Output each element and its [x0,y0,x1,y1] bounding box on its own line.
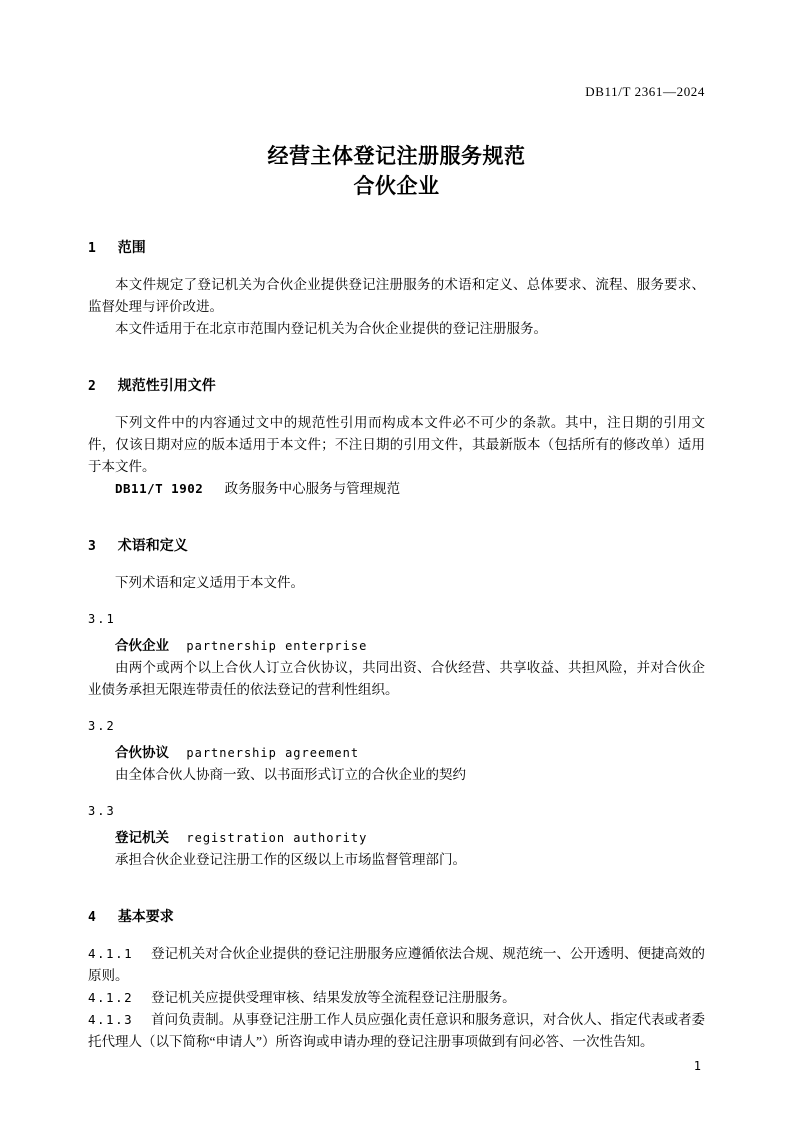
clause-number: 4.1.2 [88,990,134,1005]
section-2-paragraph-1: 下列文件中的内容通过文中的规范性引用而构成本文件必不可少的条款。其中，注日期的引用文件，仅该日期对应的版本适用于本文件；不注日期的引用文件，其最新版本（包括所有的修改单）适用于本文件。 [88,415,705,474]
section-1-heading [88,238,705,258]
document-title-line1: 经营主体登记注册服务规范 [267,145,526,168]
document-title [88,142,705,202]
doc-number: DB11/T 2361—2024 [585,84,705,99]
term-name-en: registration authority [186,831,368,845]
section-1-paragraph-2: 本文件适用于在北京市范围内登记机关为合伙企业提供的登记注册服务。 [115,321,547,336]
section-4-number: 4 [88,910,96,925]
section-4-title: 基本要求 [117,908,174,924]
term-number: 3.3 [88,804,116,818]
section-2-heading [88,376,705,396]
reference-code: DB11/T 1902 [115,481,204,496]
document-title-line2: 合伙企业 [353,175,440,198]
section-3-title: 术语和定义 [117,537,188,553]
page-number: 1 [693,1059,701,1073]
reference-entry [88,478,705,500]
term-name-en: partnership enterprise [186,639,368,653]
section-1-number: 1 [88,241,96,256]
term-number: 3.2 [88,719,116,733]
clause-text: 登记机关对合伙企业提供的登记注册服务应遵循依法合规、规范统一、公开透明、便捷高效的原则。 [88,946,705,983]
section-2-title: 规范性引用文件 [117,377,216,393]
section-3-number: 3 [88,539,96,554]
section-4-heading [88,907,705,927]
section-2-number: 2 [88,379,96,394]
section-3-intro: 下列术语和定义适用于本文件。 [115,575,304,590]
term-name-zh: 合伙企业 [115,638,169,653]
clause-text: 首问负责制。从事登记注册工作人员应强化责任意识和服务意识，对合伙人、指定代表或者委托代理人（以下简称“申请人”）所咨询或申请办理的登记注册事项做到有问必答、一次性告知。 [88,1012,705,1049]
term-number: 3.1 [88,612,116,626]
clause-number: 4.1.1 [88,946,134,961]
term-name-zh: 合伙协议 [115,745,169,760]
section-3-heading [88,536,705,556]
clause-text: 登记机关应提供受理审核、结果发放等全流程登记注册服务。 [151,990,516,1005]
section-1-title: 范围 [117,239,146,255]
term-entry [88,635,705,657]
reference-title: 政务服务中心服务与管理规范 [224,481,401,496]
term-entry [88,742,705,764]
term-name-en: partnership agreement [186,746,360,760]
clause-number: 4.1.3 [88,1012,134,1027]
clause [88,1009,705,1053]
term-definition: 由全体合伙人协商一致、以书面形式订立的合伙企业的契约 [115,767,466,782]
term-definition: 由两个或两个以上合伙人订立合伙协议，共同出资、合伙经营、共享收益、共担风险，并对合伙企业债务承担无限连带责任的依法登记的营利性组织。 [88,660,705,697]
term-name-zh: 登记机关 [115,830,169,845]
clause [88,943,705,987]
term-definition: 承担合伙企业登记注册工作的区级以上市场监督管理部门。 [115,852,466,867]
term-entry [88,827,705,849]
section-1-paragraph-1: 本文件规定了登记机关为合伙企业提供登记注册服务的术语和定义、总体要求、流程、服务要求、监督处理与评价改进。 [88,277,705,314]
clause [88,987,705,1009]
